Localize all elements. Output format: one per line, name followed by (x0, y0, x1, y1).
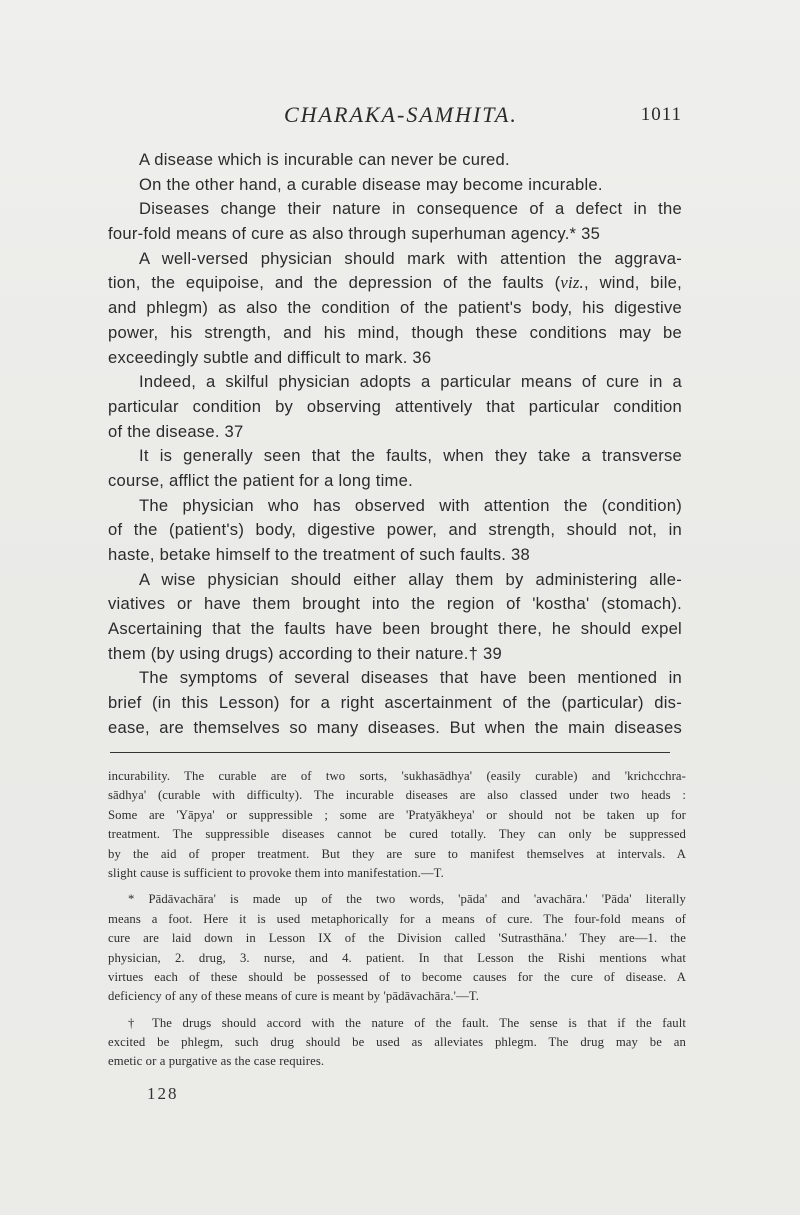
footnote-line: slight cause is sufficient to provoke them into manifestation.—T. (108, 865, 444, 880)
text-line: Diseases change their nature in consequence of a defect in the (139, 199, 682, 219)
footnote-line: virtues each of these should be possessed of to become causes for the cure of disease. A (108, 969, 686, 984)
footnote-line: emetic or a purgative as the case requires. (108, 1054, 325, 1069)
text-line: A disease which is incurable can never be cured. (139, 150, 510, 169)
text-line: of the (patient's) body, digestive power, and strength, should not, in (108, 520, 682, 540)
text-line: viatives or have them brought into the region of 'kostha' (stomach). (108, 594, 682, 614)
footnote-line: by the aid of proper treatment. But they are sure to manifest themselves at intervals. A (108, 846, 686, 861)
footnote-line: * Pādāvachāra' is made up of the two words, 'pāda' and 'avachāra.' 'Pāda' literally (128, 892, 686, 907)
signature-mark: 128 (147, 1084, 179, 1103)
footnote-gap (108, 883, 686, 890)
text-line: of the disease. 37 (108, 421, 244, 441)
text-line: brief (in this Lesson) for a right ascertainment of the (particular) dis- (108, 693, 682, 713)
footnote-line: means a foot. Here it is used metaphorically for a means of cure. The four-fold means of (108, 911, 686, 926)
text-line: and phlegm) as also the condition of the patient's body, his digestive (108, 298, 682, 318)
text-line: course, afflict the patient for a long time. (108, 470, 413, 490)
text-line: Indeed, a skilful physician adopts a particular means of cure in a (139, 372, 682, 392)
footnote-line: cure are laid down in Lesson IX of the Division called 'Sutrasthāna.' They are—1. the (108, 931, 686, 946)
footnote-line: Some are 'Yāpya' or suppressible ; some are 'Pratyākheya' or should not be taken up for (108, 807, 686, 822)
text-line: power, his strength, and his mind, though these conditions may be (108, 322, 682, 342)
footnote-line: excited be phlegm, such drug should be used as alleviates phlegm. The drug may be an (108, 1035, 686, 1050)
footnotes (108, 767, 686, 1072)
text-line: The physician who has observed with attention the (condition) (139, 495, 682, 515)
text-line: It is generally seen that the faults, when they take a transverse (139, 446, 682, 466)
text-line: A well-versed physician should mark with attention the aggrava- (139, 248, 682, 268)
footnote-line: physician, 2. drug, 3. nurse, and 4. patient. In that Lesson the Rishi mentions what (108, 950, 686, 965)
running-title: CHARAKA-SAMHITA. (284, 102, 518, 127)
footnote-line: sādhya' (curable with difficulty). The incurable diseases are also classed under two heads : (108, 788, 686, 803)
footnote-line: treatment. The suppressible diseases cannot be cured totally. They can only be suppressed (108, 827, 686, 842)
footnote-line: deficiency of any of these means of cure is meant by 'pādāvachāra.'—T. (108, 989, 480, 1004)
text-line: exceedingly subtle and difficult to mark. 36 (108, 347, 432, 367)
running-header (108, 100, 682, 136)
text-line: ease, are themselves so many diseases. But when the main diseases (108, 717, 682, 737)
text-line: Ascertaining that the faults have been brought there, he should expel (108, 619, 682, 639)
main-text (108, 148, 682, 741)
footnote-line: † The drugs should accord with the nature of the fault. The sense is that if the fault (128, 1015, 686, 1030)
footnote-line: incurability. The curable are of two sorts, 'sukhasādhya' (easily curable) and 'krichcchra- (108, 769, 686, 783)
page-number: 1011 (640, 104, 682, 125)
text-line: On the other hand, a curable disease may become incurable. (139, 174, 603, 194)
footnote-divider (110, 752, 670, 753)
text-line: The symptoms of several diseases that have been mentioned in (139, 668, 682, 688)
text-line: particular condition by observing attentively that particular condition (108, 396, 682, 416)
text-line: them (by using drugs) according to their nature.† 39 (108, 643, 502, 663)
text-line: haste, betake himself to the treatment of such faults. 38 (108, 545, 530, 564)
text-line: tion, the equipoise, and the depression of the faults (viz., wind, bile, (108, 273, 682, 293)
footnote-gap (108, 1007, 686, 1014)
text-line: A wise physician should either allay them by administering alle- (139, 569, 682, 589)
text-line: four-fold means of cure as also through superhuman agency.* 35 (108, 224, 601, 244)
